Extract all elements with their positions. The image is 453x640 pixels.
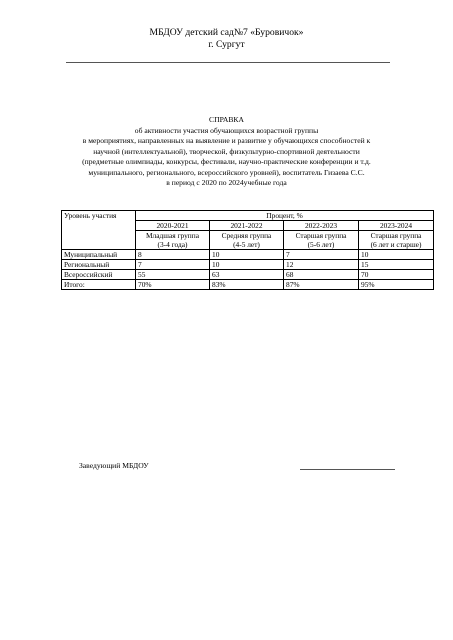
group-name: Старшая группа bbox=[295, 231, 347, 240]
value-cell: 7 bbox=[284, 250, 359, 260]
value-cell: 12 bbox=[284, 260, 359, 270]
level-cell: Региональный bbox=[62, 260, 136, 270]
value-cell: 70 bbox=[359, 270, 434, 280]
group-header bbox=[210, 231, 284, 250]
value-cell: 83% bbox=[210, 280, 284, 290]
signature-line bbox=[300, 469, 395, 470]
group-name: Средняя группа bbox=[221, 231, 272, 240]
value-cell: 10 bbox=[210, 260, 284, 270]
group-name: Старшая группа bbox=[370, 231, 422, 240]
table-header-row bbox=[62, 211, 434, 221]
table-row-total bbox=[62, 280, 434, 290]
year-header: 2023-2024 bbox=[359, 221, 434, 231]
title-line: муниципального, регионального, всероссийского уровней), воспитатель Гизаева С.С. bbox=[88, 167, 365, 177]
value-cell: 10 bbox=[359, 250, 434, 260]
table-row bbox=[62, 250, 434, 260]
group-age: (4-5 лет) bbox=[233, 240, 260, 249]
value-cell: 8 bbox=[136, 250, 210, 260]
year-header: 2021-2022 bbox=[210, 221, 284, 231]
value-cell: 10 bbox=[210, 250, 284, 260]
group-name: Младшая группа bbox=[145, 231, 200, 240]
value-cell: 15 bbox=[359, 260, 434, 270]
org-name: МБДОУ детский сад№7 «Буровичок» bbox=[149, 27, 304, 38]
value-cell: 7 bbox=[136, 260, 210, 270]
title-line: в мероприятиях, направленных на выявление и развитие у обучающихся способностей к bbox=[82, 136, 371, 145]
group-age: (3-4 года) bbox=[157, 240, 188, 249]
level-cell: Всероссийский bbox=[62, 270, 136, 280]
doc-title: СПРАВКА bbox=[209, 115, 244, 124]
value-cell: 68 bbox=[284, 270, 359, 280]
group-age: (5-6 лет) bbox=[307, 240, 335, 249]
signature-label: Заведующий МБДОУ bbox=[79, 461, 149, 470]
group-header bbox=[359, 231, 434, 250]
header-rule bbox=[66, 62, 390, 63]
table-row bbox=[62, 260, 434, 270]
group-header bbox=[136, 231, 210, 250]
participation-table bbox=[61, 210, 434, 290]
percent-header: Процент, % bbox=[136, 211, 434, 221]
title-line: в период с 2020 по 2024учебные года bbox=[166, 178, 287, 187]
group-header bbox=[284, 231, 359, 250]
value-cell: 63 bbox=[210, 270, 284, 280]
title-line: (предметные олимпиады, конкурсы, фестивали, научно-практические конференции и т.д. bbox=[82, 157, 371, 166]
value-cell: 95% bbox=[359, 280, 434, 290]
value-cell: 70% bbox=[136, 280, 210, 290]
title-line: научной (интеллектуальной), творческой, физкультурно-спортивной деятельности bbox=[93, 146, 360, 156]
level-cell: Муниципальный bbox=[62, 250, 136, 260]
value-cell: 87% bbox=[284, 280, 359, 290]
city: г. Сургут bbox=[208, 39, 245, 50]
group-age: (6 лет и старше) bbox=[370, 240, 422, 249]
year-header: 2022-2023 bbox=[284, 221, 359, 231]
table-row bbox=[62, 270, 434, 280]
title-line: об активности участия обучающихся возрастной группы bbox=[134, 125, 319, 135]
value-cell: 55 bbox=[136, 270, 210, 280]
level-cell: Итого: bbox=[62, 280, 136, 290]
year-header: 2020-2021 bbox=[136, 221, 210, 231]
level-header: Уровень участия bbox=[62, 211, 136, 250]
